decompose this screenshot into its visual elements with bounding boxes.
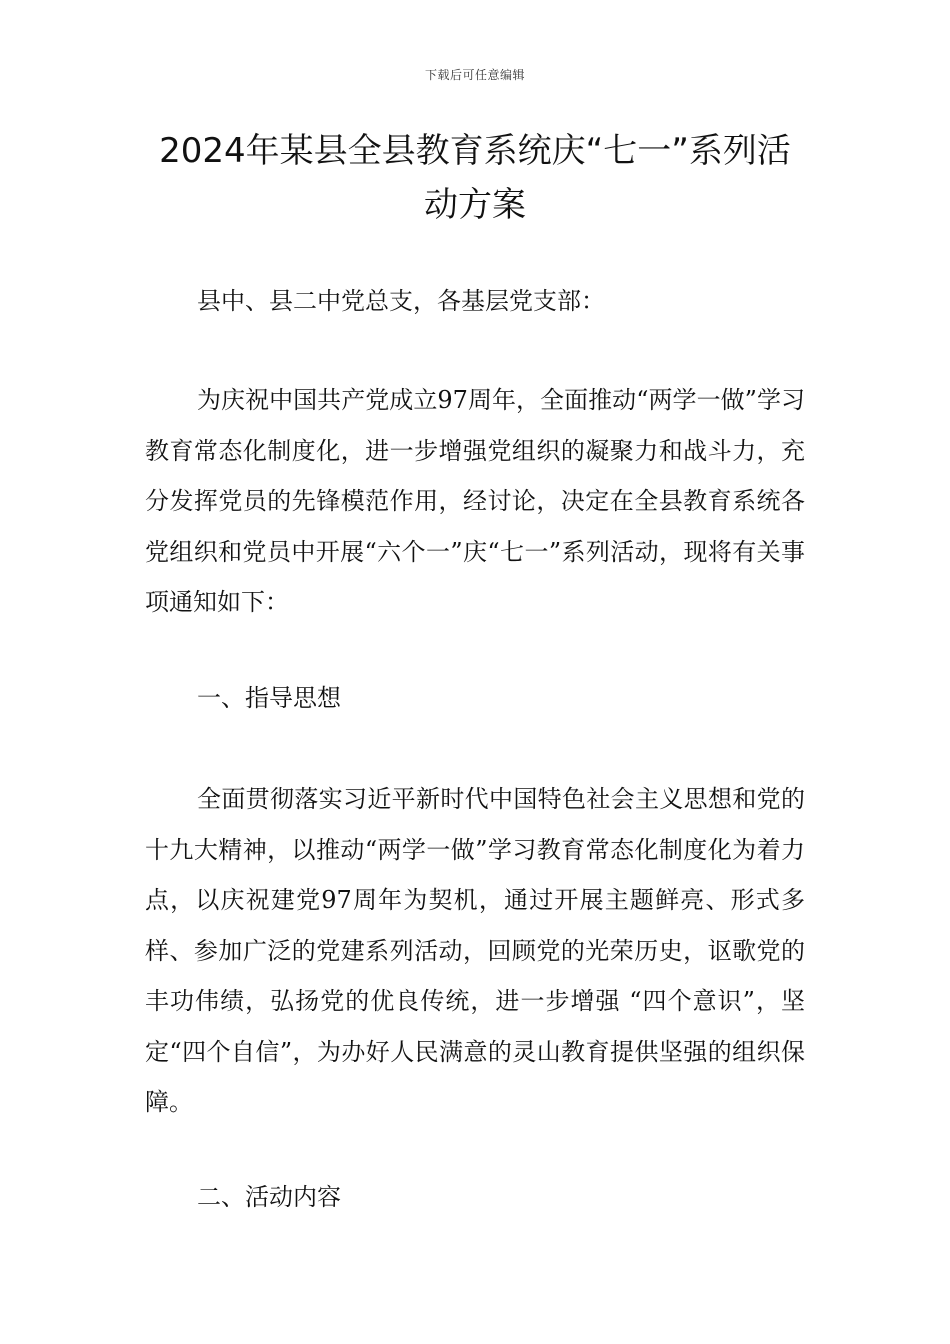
salutation: 县中、县二中党总支，各基层党支部：	[197, 287, 605, 315]
document-title: 2024年某县全县教育系统庆“七一”系列活动方案	[159, 131, 791, 225]
paragraph-guiding-ideology: 全面贯彻落实习近平新时代中国特色社会主义思想和党的十九大精神，以推动“两学一做”学习教育常态化制度化为着力点，以庆祝建党97周年为契机，通过开展主题鲜亮、形式多样、参加广泛的党建系列活动，回顾党的光荣历史，讴歌党的丰功伟绩，弘扬党的优良传统，进一步增强 “四个意识”，坚定“四个自信”，为办好人民满意的灵山教育提供坚强的组织保障。	[145, 785, 805, 1116]
paragraph-intro: 为庆祝中国共产党成立97周年，全面推动“两学一做”学习教育常态化制度化，进一步增强党组织的凝聚力和战斗力，充分发挥党员的先锋模范作用，经讨论，决定在全县教育系统各党组织和党员中开展“六个一”庆“七一”系列活动，现将有关事项通知如下：	[145, 386, 805, 616]
section-heading-activity-content: 二、活动内容	[197, 1183, 341, 1211]
header-note: 下载后可任意编辑	[424, 68, 525, 82]
section-heading-guiding-ideology: 一、指导思想	[197, 684, 341, 712]
